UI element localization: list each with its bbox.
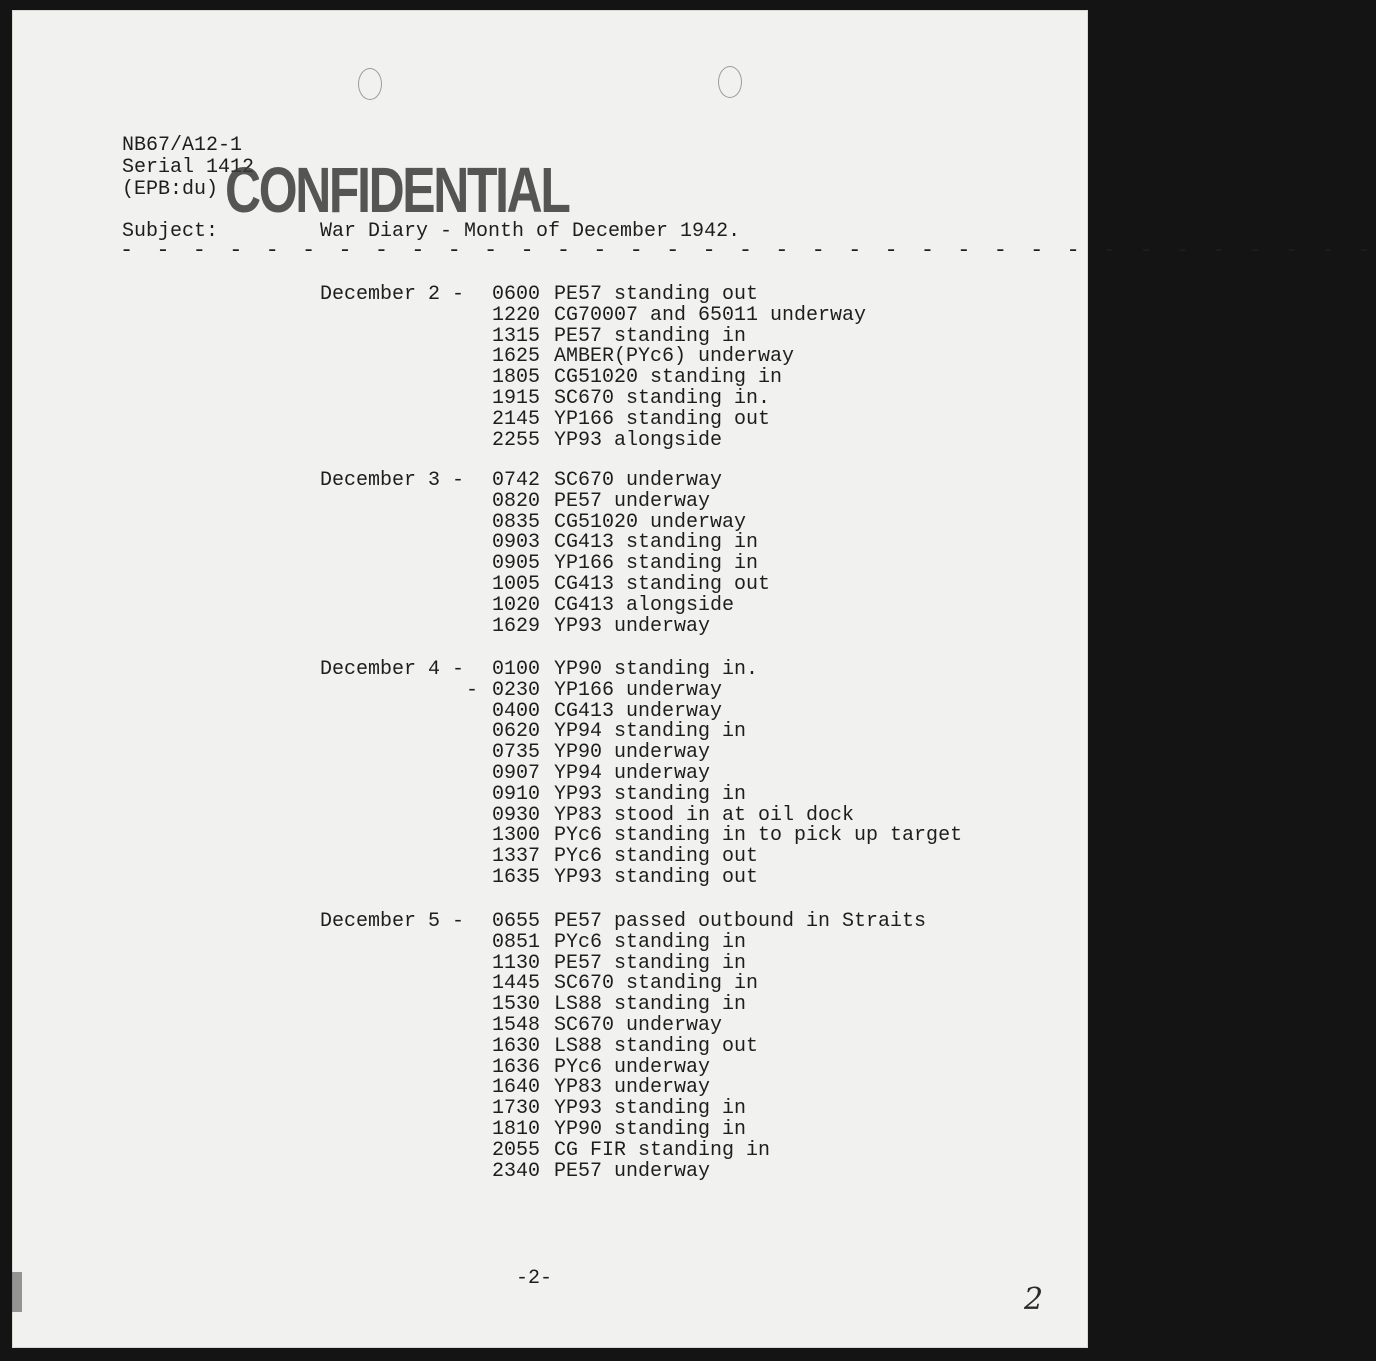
entry-time: 0230 [492,678,541,702]
entry-text: CG FIR standing in [554,1138,771,1162]
log-entry [492,867,962,888]
entry-text: PYc6 underway [554,1055,711,1079]
entry-text: SC670 underway [554,469,723,492]
log-entry [492,1119,926,1140]
entry-text: CG413 standing in [554,531,759,555]
entry-time: 1805 [492,366,541,390]
log-entry [492,595,770,616]
handwritten-page-number: 2 [1024,1282,1044,1317]
day-label: December 5 - [320,910,465,933]
entry-text: YP94 standing in [554,720,747,744]
log-entry [492,1098,926,1119]
log-entry [492,532,770,553]
entry-time: 0851 [492,930,541,954]
entry-text: CG70007 and 65011 underway [554,303,867,327]
log-entry [492,825,962,846]
entry-text: PYc6 standing in to pick up target [554,824,963,848]
entry-text: CG51020 underway [554,510,747,534]
initials: (EPB:du) [122,178,219,201]
log-entry [492,326,866,347]
entry-text: CG413 alongside [554,593,735,617]
entry-text: LS88 standing out [554,1034,759,1058]
log-entry [492,1036,926,1057]
entry-time: 0903 [492,531,541,555]
entry-time: 2145 [492,407,541,431]
entries-list [492,659,962,888]
entries-list [492,284,866,450]
entry-text: YP166 standing out [554,407,771,431]
entry-time: 2055 [492,1138,541,1162]
entry-time: 1630 [492,1034,541,1058]
entry-time: 2255 [492,428,541,452]
entry-text: YP90 underway [554,741,711,765]
continuation-dash: - [466,679,479,702]
log-entry [492,973,926,994]
entry-time: 0742 [492,469,541,492]
entry-text: CG413 underway [554,699,723,723]
entry-time: 1220 [492,303,541,327]
entry-time: 0910 [492,782,541,806]
log-entry [492,553,770,574]
entry-time: 0400 [492,699,541,723]
entry-time: 0905 [492,552,541,576]
log-entry [492,701,962,722]
entry-time: 1635 [492,865,541,889]
entry-time: 1629 [492,614,541,638]
entry-text: CG413 standing out [554,572,771,596]
entry-time: 0735 [492,741,541,765]
entry-time: 0907 [492,761,541,785]
entry-text: PYc6 standing in [554,930,747,954]
entry-time: 1130 [492,951,541,975]
entry-time: 1636 [492,1055,541,1079]
entry-text: SC670 standing in. [554,386,771,410]
entry-text: PE57 standing in [554,324,747,348]
entry-time: 0820 [492,489,541,513]
log-entry [492,742,962,763]
day-label: December 4 - [320,658,465,681]
log-entry [492,1077,926,1098]
entry-text: SC670 underway [554,1013,723,1037]
entry-text: YP90 standing in [554,1117,747,1141]
log-entry [492,470,770,491]
log-entry [492,616,770,637]
day-label: December 3 - [320,469,465,492]
entry-time: 0835 [492,510,541,534]
log-entry [492,1140,926,1161]
entry-time: 2340 [492,1159,541,1183]
entry-text: YP93 standing in [554,782,747,806]
log-entry [492,346,866,367]
entry-time: 1730 [492,1097,541,1121]
entry-time: 1315 [492,324,541,348]
subject-text: War Diary - Month of December 1942. [320,220,741,243]
entry-time: 1625 [492,345,541,369]
log-entry [492,784,962,805]
entry-text: CG51020 standing in [554,366,783,390]
entry-time: 1005 [492,572,541,596]
entry-time: 0620 [492,720,541,744]
confidential-stamp: CONFIDENTIAL [225,154,569,226]
entry-time: 1020 [492,593,541,617]
entry-time: 0655 [492,910,541,933]
separator-line: - - - - - - - - - - - - - - - - - - - - - - - - - - - - - - - - - - - [120,238,1376,263]
log-entry [492,1057,926,1078]
edge-mark [12,1272,22,1312]
punch-hole-right [718,66,742,98]
entry-time: 1915 [492,386,541,410]
log-entry [492,367,866,388]
log-entry [492,846,962,867]
log-entry [492,659,962,680]
log-entry [492,911,926,932]
log-entry [492,1161,926,1182]
entry-text: PE57 underway [554,1159,711,1183]
entry-time: 1810 [492,1117,541,1141]
entry-text: YP166 standing in [554,552,759,576]
subject-label: Subject: [122,220,219,243]
entry-time: 0100 [492,658,541,681]
log-entry [492,763,962,784]
file-number: NB67/A12-1 [122,134,243,157]
entry-text: PE57 passed outbound in Straits [554,910,927,933]
entry-text: PE57 standing out [554,283,759,306]
log-entry [492,491,770,512]
page-number: -2- [516,1267,553,1290]
log-entry [492,721,962,742]
entry-time: 1300 [492,824,541,848]
entry-text: YP90 standing in. [554,658,759,681]
log-entry [492,409,866,430]
entries-list [492,911,926,1181]
entry-time: 1530 [492,993,541,1017]
entry-text: PYc6 standing out [554,845,759,869]
entry-text: YP93 standing in [554,1097,747,1121]
log-entry [492,305,866,326]
entry-time: 0930 [492,803,541,827]
entry-text: YP93 standing out [554,865,759,889]
entry-text: AMBER(PYc6) underway [554,345,795,369]
entry-time: 1445 [492,972,541,996]
punch-hole-left [358,68,382,100]
entry-text: SC670 standing in [554,972,759,996]
serial-number: Serial 1412 [122,156,255,179]
entries-list [492,470,770,636]
entry-time: 1548 [492,1013,541,1037]
log-entry [492,680,962,701]
entry-time: 0600 [492,283,541,306]
entry-time: 1337 [492,845,541,869]
entry-text: PE57 standing in [554,951,747,975]
log-entry [492,574,770,595]
entry-time: 1640 [492,1076,541,1100]
log-entry [492,805,962,826]
log-entry [492,932,926,953]
day-label: December 2 - [320,283,465,306]
entry-text: YP83 underway [554,1076,711,1100]
log-entry [492,1015,926,1036]
entry-text: YP93 underway [554,614,711,638]
entry-text: YP94 underway [554,761,711,785]
entry-text: PE57 underway [554,489,711,513]
entry-text: YP166 underway [554,678,723,702]
log-entry [492,388,866,409]
entry-text: YP83 stood in at oil dock [554,803,855,827]
entry-text: LS88 standing in [554,993,747,1017]
log-entry [492,284,866,305]
log-entry [492,430,866,451]
log-entry [492,953,926,974]
entry-text: YP93 alongside [554,428,723,452]
log-entry [492,994,926,1015]
log-entry [492,512,770,533]
